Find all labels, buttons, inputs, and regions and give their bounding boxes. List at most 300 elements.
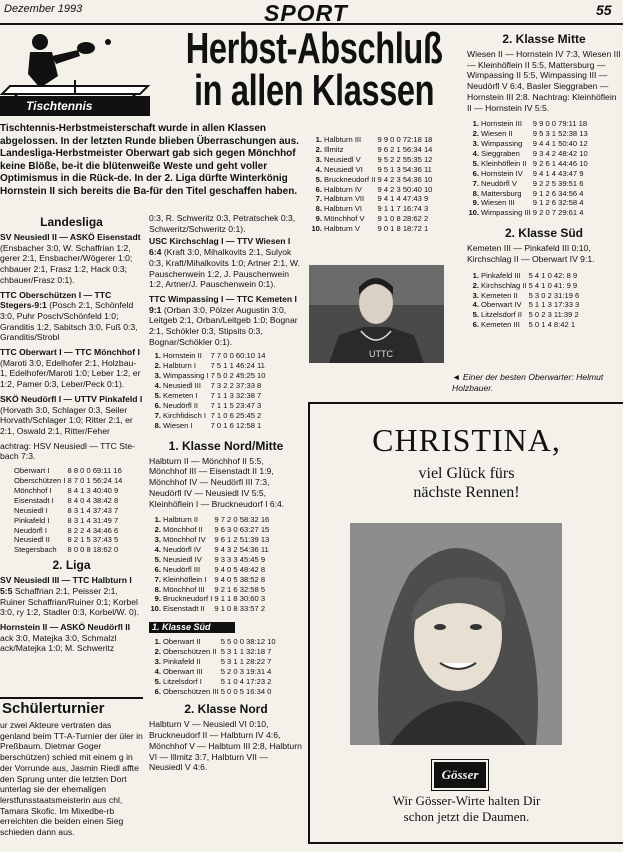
table-row	[149, 361, 267, 371]
table-row	[467, 208, 590, 218]
team-cell: Halbturn III	[324, 135, 362, 144]
liga2-table	[149, 351, 267, 430]
stats-cell: 9 1 2 6 34:56 4	[532, 188, 584, 198]
team-cell: Oberwart IV	[481, 300, 522, 310]
team-cell: Hornstein IV	[481, 168, 523, 178]
rank-cell: 10.	[468, 208, 479, 218]
team-cell: Pinkafeld II	[163, 656, 201, 666]
landesliga-heading: Landesliga	[40, 215, 103, 229]
column-3	[310, 135, 460, 234]
nord-text: Halbturn V — Neusiedl VI 0:10, Bruckneudorf II — Halbturn IV 4:6, Mönchhof V — Halbturn III 2:8, Halbturn VI — Illmitz 3:7, Halbturn VII — Neusiedl V 4:6.	[149, 719, 302, 773]
rank-cell: 7.	[154, 410, 161, 420]
team-cell: Sieggraben	[481, 148, 520, 158]
table-row	[149, 535, 271, 545]
team-cell: Pinkafeld III	[481, 270, 521, 280]
player-photo	[309, 265, 444, 363]
rank-cell	[0, 506, 14, 516]
rank-cell: 8.	[472, 188, 479, 198]
stats-cell: 7 1 1 3 32:38 7	[210, 391, 262, 401]
rank-cell: 7.	[315, 194, 322, 204]
rank-cell: 6.	[472, 168, 479, 178]
stats-cell: 5 3 1 1 28:22 7	[220, 656, 272, 666]
stats-cell: 5 1 1 3 17:33 3	[528, 300, 580, 310]
table-row	[467, 139, 590, 149]
team-cell: Mönchhof V	[324, 214, 365, 224]
issue-date: Dezember 1993	[4, 3, 83, 15]
table-row	[149, 421, 267, 431]
logo-label: Tischtennis	[0, 96, 150, 116]
rank-cell	[0, 466, 14, 476]
table-row	[467, 291, 581, 301]
headline-line-1: Herbst-Abschluß	[185, 24, 443, 73]
match-title: Hornstein II — ASKÖ Neudörfl II	[0, 622, 131, 633]
stats-cell: 9 4 2 3 50:40 10	[377, 184, 433, 194]
ad-subtitle-1: viel Glück fürs	[418, 465, 515, 482]
match-title: SV Neusiedl III — TTC Halbturn I 5:5	[0, 575, 132, 596]
rank-cell: 8.	[154, 420, 161, 430]
stats-cell: 9 1 0 8 28:62 2	[377, 214, 429, 224]
rank-cell: 6.	[472, 320, 479, 330]
rank-cell: 10.	[311, 224, 322, 234]
stats-cell: 5 4 1 0 41: 9 9	[528, 280, 578, 290]
stats-cell: 5 0 2 3 11:39 2	[528, 310, 579, 320]
nord-final-table	[310, 135, 434, 234]
stats-cell: 8 4 1 3 40:40 9	[67, 485, 119, 495]
table-row	[467, 300, 581, 310]
team-cell: Wiesen I	[163, 420, 193, 430]
rank-cell: 4.	[472, 300, 479, 310]
stats-cell: 9 9 0 0 72:18 18	[377, 135, 433, 144]
stats-cell: 8 2 1 5 37:43 5	[67, 535, 119, 545]
col2-reports	[149, 236, 303, 347]
liga2-heading: 2. Liga	[52, 558, 91, 573]
stats-cell: 9 1 1 8 30:60 3	[214, 594, 266, 604]
table-row	[0, 486, 124, 496]
team-cell: Pinkafeld I	[14, 515, 50, 525]
table-row	[149, 637, 278, 647]
match-detail: ack 3:0, Matejka 3:0, Schmalzl ack/Matejka 1:0; M. Schweritz	[0, 632, 117, 654]
team-cell: Bruckneudorf I	[163, 594, 213, 604]
ad-footer-2: schon jetzt die Daumen.	[403, 809, 530, 824]
stats-cell: 7 5 1 1 46:24 11	[210, 361, 265, 371]
rank-cell: 3.	[154, 535, 161, 545]
rank-cell: 3.	[472, 139, 479, 149]
table-row	[149, 604, 271, 614]
team-cell: Illmitz	[324, 144, 344, 154]
team-cell: Oberwart III	[163, 666, 203, 676]
rank-cell	[0, 496, 14, 506]
stats-cell: 9 6 2 1 56:34 14	[377, 144, 433, 154]
rank-cell: 2.	[154, 361, 161, 371]
match-title: SKÖ Neudörfl I — UTTV Pinkafeld I	[0, 393, 143, 404]
team-cell: Kemeten III	[481, 320, 520, 330]
stats-cell: 8 3 1 4 31:49 7	[67, 515, 119, 525]
section-title: SPORT	[264, 0, 348, 26]
table-row	[467, 159, 590, 169]
match-report	[149, 294, 303, 348]
table-row	[0, 516, 124, 526]
stats-cell: 7 5 0 2 45:25 10	[210, 371, 266, 381]
table-row	[310, 135, 434, 145]
table-row	[310, 224, 434, 234]
stats-cell: 8 3 1 4 37:43 7	[67, 505, 119, 515]
photo-caption: ◄ Einer der besten Oberwarter: Helmut Holzbauer.	[452, 372, 604, 393]
rank-cell	[0, 526, 14, 536]
team-cell: Mönchhof IV	[163, 535, 206, 545]
team-cell: Oberwart II	[163, 636, 201, 646]
team-cell: Oberwart I	[14, 466, 50, 476]
match-report	[0, 575, 143, 618]
nord-mitte-heading: 1. Klasse Nord/Mitte	[168, 438, 284, 453]
stats-cell: 5 0 0 5 16:34 0	[220, 686, 272, 696]
team-cell: Wimpassing	[481, 139, 523, 149]
team-cell: Wimpassing I	[163, 371, 209, 381]
table-row	[310, 204, 434, 214]
stats-cell: 9 4 0 5 48:42 8	[214, 564, 266, 574]
rank-cell: 6.	[154, 400, 161, 410]
rank-cell: 9.	[315, 214, 322, 224]
rank-cell	[0, 486, 14, 496]
stats-cell: 7 3 2 2 37:33 8	[210, 381, 262, 391]
rank-cell: 5.	[154, 676, 161, 686]
team-cell: Halbturn VII	[324, 194, 365, 204]
match-detail: (Kraft 3:0, Mihalkovits 2:1, Sulyok 0:3, Kraft/Mihalkovits 1:0; Artner 2:1, W. Pauschenwein 1:2, J. Pauschenwein 1:2, Artner/J. Pauschenwein 0:1).	[149, 247, 300, 290]
table-row	[467, 149, 590, 159]
stats-cell: 9 1 0 8 33:57 2	[214, 604, 266, 614]
stats-cell: 9 5 1 3 54:36 11	[377, 164, 432, 174]
stats-cell: 9 6 3 0 63:27 15	[214, 525, 270, 535]
table-row	[467, 169, 590, 179]
match-title: TTC Wimpassing I — TTC Kemeten I 9:1	[149, 293, 297, 315]
match-report	[0, 622, 143, 654]
stats-cell: 9 3 4 2 48:42 10	[532, 148, 588, 158]
stats-cell: 8 2 2 4 34:46 6	[67, 525, 119, 535]
rank-cell	[0, 545, 14, 555]
table-row	[149, 351, 267, 361]
table-row	[149, 647, 278, 657]
table-row	[149, 545, 271, 555]
stats-cell: 5 5 0 0 38:12 10	[220, 636, 276, 646]
team-cell: Mönchhof I	[14, 485, 52, 495]
rank-cell: 2.	[315, 144, 322, 154]
team-cell: Neusiedl II	[14, 535, 50, 545]
rank-cell: 2.	[154, 525, 161, 535]
table-row	[149, 687, 278, 697]
stats-cell: 9 4 2 3 54:36 10	[377, 174, 433, 184]
table-row	[149, 371, 267, 381]
table-row	[310, 145, 434, 155]
table-row	[0, 535, 124, 545]
rank-cell: 6.	[154, 686, 161, 696]
team-cell: Halbturn I	[163, 361, 196, 371]
rank-cell: 9.	[154, 594, 161, 604]
stats-cell: 5 2 0 3 19:31 4	[220, 666, 272, 676]
col2-top-text: 0:3, R. Schweritz 0:3, Petratschek 0:3, Schweritz/Schweritz 0:1).	[149, 213, 296, 234]
rank-cell: 3.	[315, 154, 322, 164]
stats-cell: 7 1 0 6 25:45 2	[210, 410, 262, 420]
mitte-text: Wiesen II — Hornstein IV 7:3, Wiesen III — Kleinhöflein II 5:5, Mattersburg — Wimpassing II 5:5, Wimpassing III — Neudörfl V 6:4, Basler Sieggraben — Hornstein III 2:8. Nachtrag: Kleinhöflein II — Hornstein IV 5:5.	[467, 49, 621, 113]
table-row	[149, 381, 267, 391]
table-row	[149, 515, 271, 525]
team-cell: Kemeten I	[163, 391, 198, 401]
column-2	[149, 213, 303, 773]
team-cell: Eisenstadt II	[163, 604, 205, 614]
table-row	[149, 391, 267, 401]
rank-cell: 1.	[154, 515, 161, 525]
mitte-heading: 2. Klasse Mitte	[502, 32, 586, 46]
table-row	[310, 155, 434, 165]
stats-cell: 9 3 3 3 45:45 9	[214, 554, 266, 564]
table-row	[149, 575, 271, 585]
team-cell: Halbturn V	[324, 224, 360, 234]
stats-cell: 9 4 0 5 38:52 8	[214, 574, 266, 584]
rank-cell	[0, 476, 14, 486]
nord-mitte-table	[149, 515, 271, 614]
stats-cell: 9 5 2 2 55:35 12	[377, 154, 433, 164]
ad-footer-1: Wir Gösser-Wirte halten Dir	[392, 793, 541, 808]
team-cell: Litzelsdorf II	[481, 310, 522, 320]
table-row	[149, 657, 278, 667]
mitte-table	[467, 119, 590, 218]
liga2-reports	[0, 575, 143, 654]
team-cell: Wimpassing III	[481, 208, 531, 218]
schueler-text: ur zwei Akteure vertraten das genland beim TT-A-Turnier der üler in Preßbaum. Dietmar Goger berschützen) schied mit einem g in der Vorrunde aus, Jasmin Riedl affte den Sprung unter die letzten Dort unterlag sie der ehemaligen lerstfunsstaatsmeisterin aus chl, Tamara Skofic. Im Mixedbe-rb erreichten die beiden einen Sieg schieden dann aus.	[0, 720, 143, 838]
rank-cell: 3.	[154, 656, 161, 666]
table-row	[149, 594, 271, 604]
table-row	[467, 320, 581, 330]
landesliga-reports	[0, 232, 143, 462]
stats-cell: 5 1 0 4 17:23 2	[220, 676, 272, 686]
rank-cell: 7.	[154, 574, 161, 584]
table-row	[467, 129, 590, 139]
stats-cell: 9 2 0 7 29:61 4	[532, 208, 584, 218]
table-row	[310, 175, 434, 185]
stats-cell: 9 6 1 2 51:39 13	[214, 535, 270, 545]
table-row	[149, 411, 267, 421]
stats-cell: 9 2 1 6 32:58 5	[214, 584, 266, 594]
team-cell: Hornstein III	[481, 119, 522, 129]
christina-portrait	[350, 523, 562, 745]
rank-cell: 2.	[472, 280, 479, 290]
sued-table	[149, 637, 278, 696]
team-cell: Kleinhöflein II	[481, 158, 527, 168]
table-row	[149, 525, 271, 535]
stats-cell: 9 2 2 5 39:51 6	[532, 178, 584, 188]
rank-cell: 5.	[472, 310, 479, 320]
match-title: USC Kirchschlag I — TTV Wiesen I 6:4	[149, 236, 291, 258]
rank-cell: 9.	[472, 198, 479, 208]
team-cell: Oberschützen III	[163, 686, 219, 696]
table-row	[149, 565, 271, 575]
rank-cell: 8.	[154, 584, 161, 594]
team-cell: Stegersbach	[14, 545, 57, 555]
rank-cell: 1.	[154, 636, 161, 646]
match-report	[149, 236, 303, 290]
table-row	[467, 271, 581, 281]
table-row	[149, 585, 271, 595]
match-detail: (Ensbacher 3:0, W. Schaffrian 1:2, gerer 2:1, Ensbacher/Wögerer 1:0; chbauer 2:1, Frasz 1:2, Hack 0:3; chbauer/Frasz 0:1).	[0, 242, 133, 285]
stats-cell: 7 7 0 0 60:10 14	[210, 351, 266, 361]
stats-cell: 5 0 1 4 8:42 1	[528, 320, 576, 330]
match-title: TTC Oberschützen I — TTC Stegers-9:1	[0, 289, 112, 311]
table-row	[149, 555, 271, 565]
sued2-table	[467, 271, 581, 330]
team-cell: Oberschützen II	[163, 646, 217, 656]
team-cell: Halbturn IV	[324, 184, 362, 194]
rank-cell: 5.	[472, 158, 479, 168]
match-detail: (Horvath 3:0, Schlager 0:3, Seiler Horvath/Schlager 1:0; Ritter 2:1, er 2:1, Oswald 2:1, Ritter/Feher	[0, 404, 133, 436]
rank-cell: 2.	[154, 646, 161, 656]
stats-cell: 7 1 1 5 23:47 3	[210, 400, 262, 410]
rank-cell: 6.	[154, 564, 161, 574]
ad-subtitle-2: nächste Rennen!	[413, 484, 520, 501]
schueler-rule	[0, 697, 143, 699]
rank-cell: 4.	[154, 544, 161, 554]
team-cell: Kirchfidisch I	[163, 410, 207, 420]
goesser-logo: Gösser	[432, 760, 488, 790]
table-row	[0, 506, 124, 516]
rank-cell: 5.	[154, 391, 161, 401]
stats-cell: 8 7 0 1 56:24 14	[67, 475, 123, 485]
ad-title: CHRISTINA,	[372, 422, 561, 458]
rank-cell: 5.	[315, 174, 322, 184]
match-title: SV Neusiedl II — ASKÖ Eisenstadt	[0, 232, 141, 242]
rank-cell: 2.	[472, 129, 479, 139]
team-cell: Neusiedl VI	[324, 164, 363, 174]
team-cell: Neusiedl I	[14, 505, 48, 515]
nord-heading: 2. Klasse Nord	[184, 702, 268, 717]
team-cell: Halbturn VI	[324, 204, 362, 214]
rank-cell: 5.	[154, 554, 161, 564]
rank-cell: 3.	[154, 371, 161, 381]
team-cell: Kemeten II	[481, 290, 518, 300]
match-detail: (Orban 3:0, Pölzer Augustin 3:0, Leitgeb 2:1, Orban/Leitgeb 1:0; Bognar 2:1, Schökler 0:3, Stipsits 0:3, Bognar/Schökler 0:1).	[149, 304, 298, 347]
team-cell: Neudörfl V	[481, 178, 517, 188]
landesliga-table	[0, 466, 124, 555]
table-row	[310, 165, 434, 175]
stats-cell: 5 3 0 2 31:19 6	[528, 290, 580, 300]
team-cell: Oberschützen I	[14, 475, 66, 485]
stats-cell: 8 8 0 0 69:11 16	[67, 466, 122, 476]
team-cell: Wiesen III	[481, 198, 515, 208]
stats-cell: 9 4 1 4 43:47 9	[532, 168, 584, 178]
match-detail: (Posch 2:1, Schönfeld 3:0, Puhr Posch/Schönfeld 1:0; Granditis 1:2, Sabitsch 3:0, Fuß 0:3, Granditis/Strobl	[0, 300, 138, 343]
match-detail: achtrag: HSV Neusiedl — TTC Ste-bach 7:3.	[0, 440, 136, 462]
table-row	[149, 667, 278, 677]
team-cell: Halbturn II	[163, 515, 199, 525]
match-report	[0, 441, 143, 462]
stats-cell: 9 4 3 2 54:36 11	[214, 544, 269, 554]
table-row	[310, 194, 434, 204]
column-4	[467, 30, 621, 336]
rank-cell: 1.	[154, 351, 161, 361]
sued-heading: 1. Klasse Süd	[149, 622, 235, 633]
table-row	[149, 677, 278, 687]
rank-cell: 4.	[472, 148, 479, 158]
table-row	[310, 214, 434, 224]
rank-cell: 1.	[472, 119, 479, 129]
team-cell: Neusiedl IV	[163, 554, 202, 564]
stats-cell: 9 1 1 7 16:74 3	[377, 204, 429, 214]
team-cell: Neudörfl I	[14, 525, 47, 535]
stats-cell: 8 0 0 8 18:62 0	[67, 545, 119, 555]
headline-line-2: in allen Klassen	[194, 66, 435, 115]
rank-cell	[0, 535, 14, 545]
table-row	[310, 185, 434, 195]
sued2-heading: 2. Klasse Süd	[504, 226, 584, 241]
rank-cell: 3.	[472, 290, 479, 300]
stats-cell: 8 4 0 4 38:42 8	[67, 495, 119, 505]
rank-cell: 1.	[472, 270, 479, 280]
match-report	[0, 394, 143, 437]
team-cell: Bruckneudorf II	[324, 174, 376, 184]
team-cell: Neudörfl II	[163, 400, 199, 410]
team-cell: Mönchhof II	[163, 525, 203, 535]
team-cell: Wiesen II	[481, 129, 513, 139]
team-cell: Neudörfl IV	[163, 544, 201, 554]
team-cell: Neudörfl III	[163, 564, 201, 574]
jersey-lettering: UTTC	[369, 349, 393, 359]
nord-mitte-text: Halbturn II — Mönchhof II 5:5, Mönchhof III — Eisenstadt II 1:9, Mönchhof IV — Neudörfl III 7:3, Neudörfl IV — Neusiedl IV 5:5, Kleinhöflein I — Bruckneudorf I 6:4.	[149, 455, 285, 509]
rank-cell: 1.	[315, 135, 322, 144]
table-row	[467, 198, 590, 208]
table-row	[0, 476, 124, 486]
rank-cell: 10.	[150, 604, 161, 614]
team-cell: Eisenstadt I	[14, 495, 54, 505]
stats-cell: 5 3 1 1 32:18 7	[220, 646, 272, 656]
match-report	[0, 232, 143, 286]
stats-cell: 9 2 6 1 44:46 10	[532, 158, 588, 168]
team-cell: Mattersburg	[481, 188, 522, 198]
table-row	[0, 526, 124, 536]
stats-cell: 9 4 4 1 50:40 12	[532, 139, 588, 149]
table-row	[0, 545, 124, 555]
team-cell: Mönchhof III	[163, 584, 205, 594]
rank-cell: 4.	[154, 666, 161, 676]
stats-cell: 9 5 3 1 52:38 13	[532, 129, 588, 139]
schueler-heading: Schülerturnier	[2, 700, 105, 717]
stats-cell: 9 0 1 8 18:72 1	[377, 224, 429, 234]
table-row	[149, 401, 267, 411]
stats-cell: 9 1 2 6 32:58 4	[532, 198, 584, 208]
table-row	[0, 496, 124, 506]
stats-cell: 9 4 1 4 47:43 9	[377, 194, 429, 204]
rank-cell	[0, 516, 14, 526]
rank-cell: 4.	[315, 164, 322, 174]
stats-cell: 5 4 1 0 42: 8 9	[528, 270, 578, 280]
table-row	[0, 466, 124, 476]
stats-cell: 7 0 1 6 12:58 1	[210, 420, 262, 430]
table-row	[467, 179, 590, 189]
stats-cell: 9 9 0 0 79:11 18	[532, 119, 588, 129]
table-row	[467, 310, 581, 320]
team-cell: Kleinhöflein I	[163, 574, 207, 584]
team-cell: Neusiedl V	[324, 154, 361, 164]
table-row	[467, 281, 581, 291]
stats-cell: 9 7 2 0 58:32 16	[214, 515, 270, 525]
match-detail: Schaffrian 2:1, Peisser 2:1, Ruiner Schaffrian/Ruiner 0:1; Korbel 3:0, ry 1:2, Stadler 0:3, Korbel/W. 0).	[0, 585, 139, 618]
team-cell: Litzelsdorf I	[163, 676, 202, 686]
match-report	[0, 290, 143, 344]
table-row	[467, 189, 590, 199]
headline	[155, 24, 473, 115]
team-cell: Kirchschlag II	[481, 280, 527, 290]
lead-paragraph: Tischtennis-Herbstmeisterschaft wurde in allen Klassen abgelossen. In der letzten Runde blieben Überraschungen aus. Landesliga-Herbstmeister Oberwart gab sich gegen Mönchhof keine Blöße, be-it die blütenweiße Weste und geht voller Optimismus in die Rück-de. In der 2. Liga dürfte Winterkönig Hornstein II sich bereits die Ba-für den Titel geschaffen haben.	[0, 123, 299, 197]
sued2-text: Kemeten III — Pinkafeld III 0:10, Kirchschlag II — Oberwart IV 9:1.	[467, 243, 595, 264]
team-cell: Hornstein II	[163, 351, 202, 361]
page-number: 55	[596, 2, 612, 18]
match-title: TTC Oberwart I — TTC Mönchhof I	[0, 347, 140, 358]
